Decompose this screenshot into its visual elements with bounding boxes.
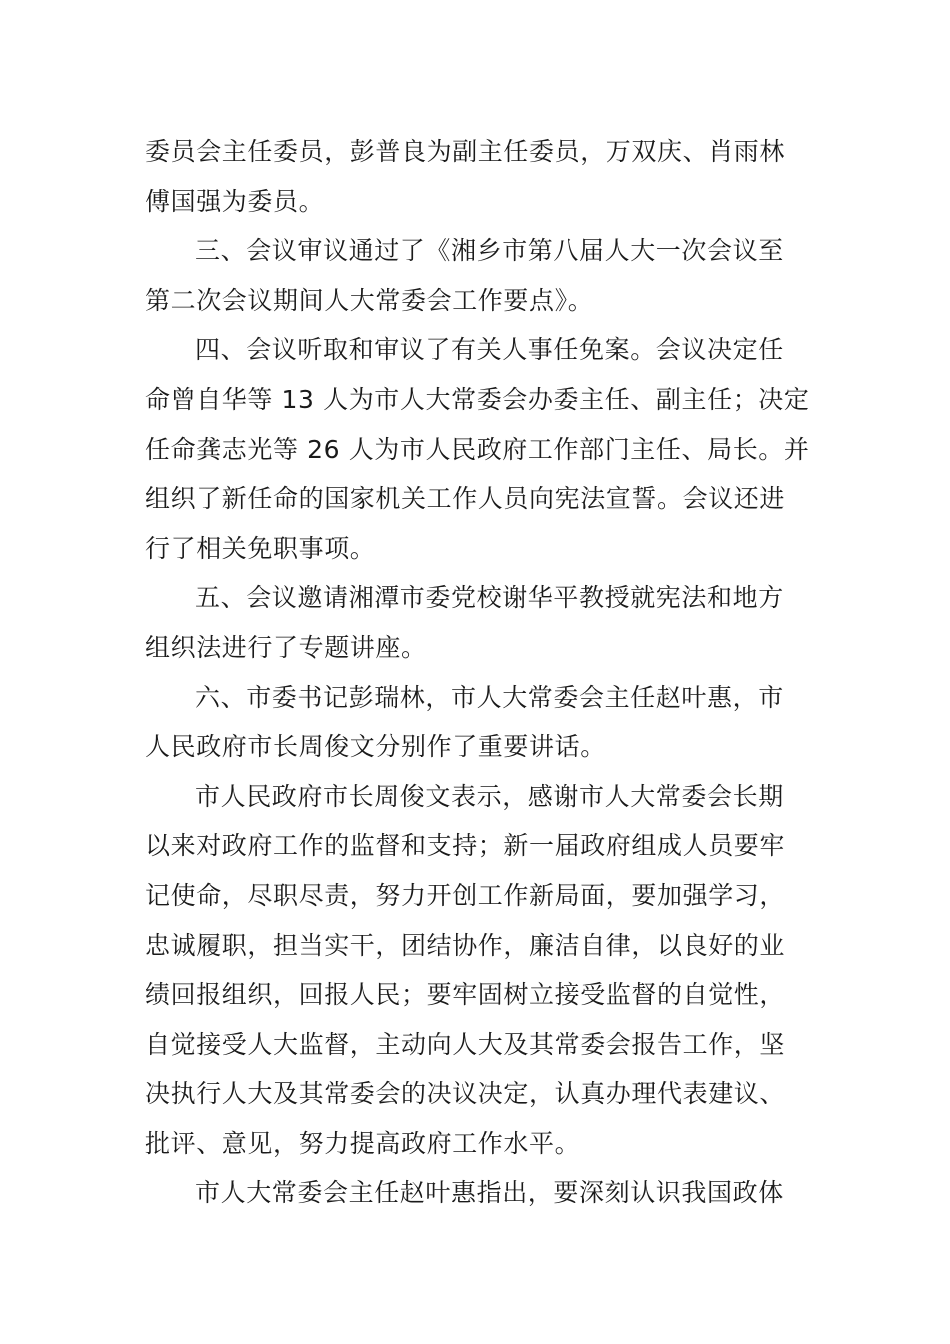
text-line: 命曾自华等 13 人为市人大常委会办委主任、副主任；决定 xyxy=(145,384,810,414)
text-line: 市人民政府市长周俊文表示，感谢市人大常委会长期 xyxy=(195,781,784,811)
text-line: 批评、意见，努力提高政府工作水平。 xyxy=(145,1128,581,1158)
text-line: 任命龚志光等 26 人为市人民政府工作部门主任、局长。并 xyxy=(145,434,810,464)
text-line: 忠诚履职，担当实干，团结协作，廉洁自律，以良好的业 xyxy=(145,930,786,960)
text-line: 人民政府市长周俊文分别作了重要讲话。 xyxy=(145,732,606,762)
text-line: 组织法进行了专题讲座。 xyxy=(145,632,427,662)
text-line: 第二次会议期间人大常委会工作要点》。 xyxy=(145,285,594,315)
text-line: 行了相关免职事项。 xyxy=(145,533,376,563)
text-line: 委员会主任委员，彭普良为副主任委员，万双庆、肖雨林 xyxy=(145,137,786,166)
text-line: 市人大常委会主任赵叶惠指出，要深刻认识我国政体 xyxy=(195,1178,784,1208)
text-line: 绩回报组织，回报人民；要牢固树立接受监督的自觉性， xyxy=(145,980,786,1010)
text-line: 自觉接受人大监督，主动向人大及其常委会报告工作，坚 xyxy=(145,1029,786,1059)
text-line: 组织了新任命的国家机关工作人员向宪法宣誓。会议还进 xyxy=(145,484,786,514)
text-line: 四、会议听取和审议了有关人事任免案。会议决定任 xyxy=(195,335,784,365)
text-line: 六、市委书记彭瑞林，市人大常委会主任赵叶惠，市 xyxy=(195,682,784,712)
text-line: 五、会议邀请湘潭市委党校谢华平教授就宪法和地方 xyxy=(195,583,784,613)
text-line: 记使命，尽职尽责，努力开创工作新局面，要加强学习， xyxy=(145,880,786,910)
text-line: 以来对政府工作的监督和支持；新一届政府组成人员要牢 xyxy=(145,831,786,861)
document-body-text xyxy=(145,127,810,1218)
text-line: 决执行人大及其常委会的决议决定，认真办理代表建议、 xyxy=(145,1079,786,1109)
text-line: 傅国强为委员。 xyxy=(145,186,325,216)
text-line: 三、会议审议通过了《湘乡市第八届人大一次会议至 xyxy=(195,236,784,266)
